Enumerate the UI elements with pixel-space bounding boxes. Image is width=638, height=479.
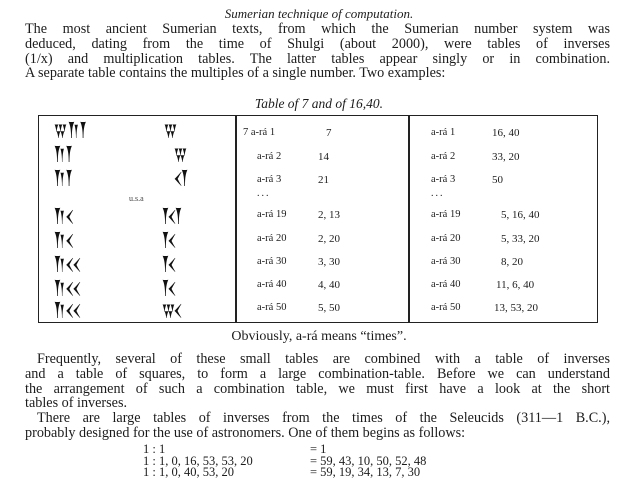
table-divider (408, 116, 410, 322)
formula-left: 1 : 1, 0, 40, 53, 20 (143, 465, 234, 479)
cuneiform-signs-right: 𒐕𒌋 (161, 255, 174, 274)
table1640-value: 33, 20 (492, 151, 520, 163)
table1640-label: a-rá 2 (431, 151, 456, 162)
table7-value: 2, 13 (318, 209, 340, 221)
table1640-value: 5, 16, 40 (501, 209, 540, 221)
cuneiform-signs-left: 𒐕𒁹 𒌋𒌋 (53, 255, 79, 274)
table1640-label: a-rá 30 (431, 256, 461, 267)
table1640-value: 50 (492, 174, 503, 186)
section-heading: Sumerian technique of computation. (224, 6, 414, 21)
cuneiform-row (45, 302, 233, 324)
table7-value: 21 (318, 174, 329, 186)
paragraph-line: Frequently, several of these small tables are combined with a table of inverses (37, 351, 610, 367)
cuneiform-row (45, 280, 233, 302)
cuneiform-row (45, 170, 233, 192)
formula-right: = 59, 43, 10, 50, 52, 48 (310, 454, 427, 468)
table1640-label: a-rá 50 (431, 302, 461, 313)
table7-label: a-rá 19 (257, 209, 287, 220)
table7-label: a-rá 40 (257, 279, 287, 290)
paragraph-line: the arrangement of such a combination table, we must first have a look at the short (25, 380, 610, 397)
cuneiform-row (45, 208, 233, 230)
intro-line: (1/x) and multiplication tables. The latter tables appear singly or in combination. (25, 50, 610, 67)
formula-right: = 59, 19, 34, 13, 7, 30 (310, 465, 421, 479)
table7-value: 2, 20 (318, 233, 340, 245)
intro-line: deduced, dating from the time of Shulgi (about 2000), were tables of inverses (25, 35, 610, 52)
cuneiform-signs-right: 𒐊 (163, 121, 175, 140)
table1640-label: a-rá 40 (431, 279, 461, 290)
table7-value: 4, 40 (318, 279, 340, 291)
table-caption: Obviously, a-rá means “times”. (231, 329, 407, 344)
cuneiform-row (45, 232, 233, 254)
cuneiform-signs-right: 𒐊𒌋 (161, 301, 180, 320)
table1640-label: a-rá 20 (431, 233, 461, 244)
cuneiform-row (45, 146, 233, 168)
table7-label: a-rá 3 (257, 174, 282, 185)
intro-line: A separate table contains the multiples of a single number. Two examples: (25, 65, 446, 82)
intro-paragraph (25, 22, 610, 81)
cuneiform-signs-left: 𒐕𒁹 𒐕 (53, 145, 71, 164)
cuneiform-signs-left: 𒐕𒁹 𒌋𒌋 (53, 301, 79, 320)
table7-label: a-rá 30 (257, 256, 287, 267)
table7-ellipsis: ... (257, 188, 271, 199)
table1640-value: 11, 6, 40 (496, 279, 535, 291)
separator-mark: u.s.a (129, 194, 144, 203)
cuneiform-row (45, 122, 233, 144)
table1640-value: 16, 40 (492, 127, 520, 139)
multiplication-table (38, 115, 598, 323)
table7-label: a-rá 20 (257, 233, 287, 244)
cuneiform-signs-left: 𒐕𒁹 𒌋 (53, 231, 72, 250)
cuneiform-row (45, 256, 233, 278)
seleucid-paragraph (25, 411, 610, 441)
table-divider (235, 116, 237, 322)
formula-left: 1 : 1, 0, 16, 53, 53, 20 (143, 454, 253, 468)
intro-line: The most ancient Sumerian texts, from which the Sumerian number system was (25, 21, 610, 37)
cuneiform-signs-right: 𒌋𒐕 (173, 169, 186, 188)
table7-value: 7 (326, 127, 332, 139)
combination-paragraph (25, 352, 610, 411)
table7-value: 14 (318, 151, 329, 163)
cuneiform-signs-right: 𒐕𒌋 (161, 231, 174, 250)
cuneiform-signs-left: 𒐕𒁹 𒌋𒌋 (53, 279, 79, 298)
table7-value: 5, 50 (318, 302, 340, 314)
table1640-label: a-rá 19 (431, 209, 461, 220)
paragraph-line: probably designed for the use of astronomers. One of them begins as follows: (25, 424, 466, 441)
table1640-label: a-rá 1 (431, 127, 456, 138)
paragraph-line: tables of inverses. (25, 395, 128, 412)
cuneiform-signs-right: 𒐊 (173, 145, 185, 164)
table-title: Table of 7 and of 16,40. (254, 96, 384, 111)
table1640-ellipsis: ... (431, 188, 445, 199)
table7-value: 3, 30 (318, 256, 340, 268)
cuneiform-signs-left: 𒐊 𒐕𒁹 𒐕 (53, 121, 85, 140)
cuneiform-signs-right: 𒐕𒌋 (161, 279, 174, 298)
table7-label: a-rá 2 (257, 151, 282, 162)
table1640-label: a-rá 3 (431, 174, 456, 185)
table1640-value: 5, 33, 20 (501, 233, 540, 245)
cuneiform-signs-right: 𒐕𒌋𒐕 (161, 207, 180, 226)
cuneiform-signs-left: 𒐕𒁹 𒐕 (53, 169, 71, 188)
table7-label: a-rá 50 (257, 302, 287, 313)
cuneiform-signs-left: 𒐕𒁹 𒌋 (53, 207, 72, 226)
formula-right: = 1 (310, 442, 327, 456)
formula-left: 1 : 1 (143, 442, 166, 456)
table7-label: 7 a-rá 1 (243, 127, 276, 138)
paragraph-line: There are large tables of inverses from the times of the Seleucids (311—1 B.C.), (37, 410, 610, 426)
table1640-value: 13, 53, 20 (494, 302, 538, 314)
paragraph-line: and a table of squares, to form a large combination-table. Before we can understand (25, 365, 610, 382)
table1640-value: 8, 20 (501, 256, 523, 268)
